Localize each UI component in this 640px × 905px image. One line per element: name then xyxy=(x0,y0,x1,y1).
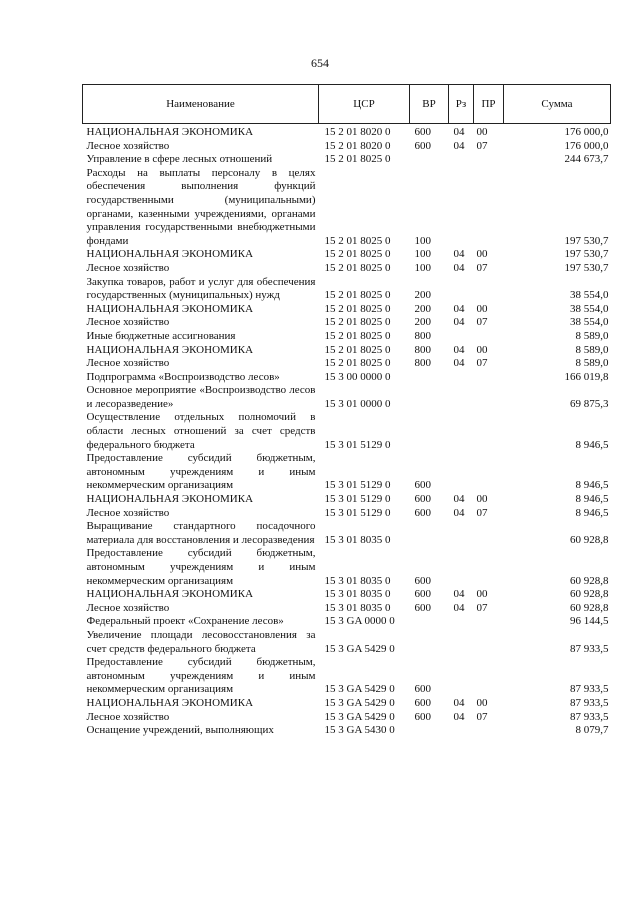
cell-pr: 00 xyxy=(476,126,488,138)
header-rz: Рз xyxy=(449,85,474,124)
table-row xyxy=(83,124,611,140)
cell-vr: 600 xyxy=(414,696,431,709)
cell-rz xyxy=(449,384,474,411)
cell-sum: 166 019,8 xyxy=(564,370,609,383)
cell-pr xyxy=(474,547,504,588)
cell-rz: 04 xyxy=(453,506,465,519)
cell-pr xyxy=(474,615,504,629)
cell-pr: 07 xyxy=(476,710,488,723)
table-row xyxy=(83,711,611,725)
table-row xyxy=(83,411,611,452)
cell-pr: 07 xyxy=(476,506,488,519)
table-row xyxy=(83,153,611,167)
cell-vr: 800 xyxy=(414,329,431,342)
cell-name: Лесное хозяйство xyxy=(86,139,170,152)
table-row xyxy=(83,140,611,154)
cell-sum: 8 589,0 xyxy=(575,343,609,356)
cell-sum: 8 589,0 xyxy=(575,357,609,370)
cell-vr: 600 xyxy=(414,574,431,587)
header-vr: ВР xyxy=(410,85,449,124)
cell-sum: 8 946,5 xyxy=(575,506,609,519)
budget-table xyxy=(82,84,611,738)
cell-rz xyxy=(449,371,474,385)
cell-vr: 800 xyxy=(414,343,431,356)
cell-csr: 15 3 GA 0000 0 xyxy=(324,615,395,628)
cell-pr xyxy=(474,167,504,249)
cell-csr: 15 2 01 8025 0 xyxy=(324,316,391,329)
cell-name: Иные бюджетные ассигнования xyxy=(86,329,236,342)
table-row xyxy=(83,547,611,588)
cell-name: Лесное хозяйство xyxy=(86,506,170,519)
cell-name: Основное мероприятие «Воспроизводство лесов и лесоразведение» xyxy=(86,384,316,410)
cell-csr: 15 3 GA 5430 0 xyxy=(324,724,395,737)
cell-rz xyxy=(449,656,474,697)
cell-pr xyxy=(474,153,504,167)
cell-sum: 176 000,0 xyxy=(564,126,609,138)
cell-name: Закупка товаров, работ и услуг для обеспечения государственных (муниципальных) нужд xyxy=(86,275,316,302)
cell-sum: 197 530,7 xyxy=(564,248,609,261)
cell-name: НАЦИОНАЛЬНАЯ ЭКОНОМИКА xyxy=(86,343,254,356)
cell-sum: 197 530,7 xyxy=(564,261,609,274)
cell-sum: 60 928,8 xyxy=(570,588,609,601)
cell-name: Выращивание стандартного посадочного материала для восстановления и лесоразведения xyxy=(86,520,316,546)
cell-rz: 04 xyxy=(453,588,465,601)
cell-csr: 15 3 GA 5429 0 xyxy=(324,696,395,709)
cell-name: НАЦИОНАЛЬНАЯ ЭКОНОМИКА xyxy=(86,126,254,138)
cell-name: НАЦИОНАЛЬНАЯ ЭКОНОМИКА xyxy=(86,302,254,315)
cell-sum: 38 554,0 xyxy=(570,289,609,302)
cell-sum: 8 589,0 xyxy=(575,329,609,342)
cell-name: Подпрограмма «Воспроизводство лесов» xyxy=(86,370,280,383)
cell-vr xyxy=(410,724,449,738)
cell-pr: 07 xyxy=(476,357,488,370)
cell-rz xyxy=(449,724,474,738)
cell-sum: 8 946,5 xyxy=(575,493,609,506)
table-row xyxy=(83,656,611,697)
cell-pr: 00 xyxy=(476,696,488,709)
cell-csr: 15 3 01 5129 0 xyxy=(324,493,391,506)
cell-rz: 04 xyxy=(453,302,465,315)
cell-name: Предоставление субсидий бюджетным, автономным учреждениям и иным некоммерческим организациям xyxy=(86,547,316,587)
cell-rz xyxy=(449,629,474,656)
cell-vr: 600 xyxy=(414,139,431,152)
cell-pr: 00 xyxy=(476,343,488,356)
cell-name: НАЦИОНАЛЬНАЯ ЭКОНОМИКА xyxy=(86,696,254,709)
table-body xyxy=(83,124,611,738)
cell-csr: 15 2 01 8025 0 xyxy=(324,302,391,315)
cell-name: Лесное хозяйство xyxy=(86,601,170,614)
cell-vr: 600 xyxy=(414,588,431,601)
table-row xyxy=(83,507,611,521)
cell-pr xyxy=(474,629,504,656)
table-row xyxy=(83,615,611,629)
cell-rz: 04 xyxy=(453,126,465,138)
cell-vr xyxy=(410,384,449,411)
table-row xyxy=(83,452,611,493)
cell-csr: 15 3 01 5129 0 xyxy=(324,506,391,519)
cell-vr: 200 xyxy=(414,302,431,315)
cell-vr: 100 xyxy=(414,234,431,247)
cell-pr: 00 xyxy=(476,588,488,601)
cell-rz: 04 xyxy=(453,601,465,614)
cell-name: Увеличение площади лесовосстановления за счет средств федерального бюджета xyxy=(86,628,316,655)
cell-rz: 04 xyxy=(453,261,465,274)
cell-rz: 04 xyxy=(453,696,465,709)
cell-vr: 600 xyxy=(414,126,431,138)
cell-csr: 15 3 GA 5429 0 xyxy=(324,710,395,723)
table-row xyxy=(83,262,611,276)
cell-sum: 60 928,8 xyxy=(570,533,609,546)
cell-rz xyxy=(449,452,474,493)
table-row xyxy=(83,276,611,303)
cell-sum: 69 875,3 xyxy=(570,397,609,410)
cell-name: Предоставление субсидий бюджетным, автономным учреждениям и иным некоммерческим организациям xyxy=(86,452,316,492)
table-row xyxy=(83,493,611,507)
cell-vr xyxy=(410,371,449,385)
table-row xyxy=(83,520,611,547)
table-row xyxy=(83,303,611,317)
cell-vr xyxy=(410,411,449,452)
cell-sum: 8 079,7 xyxy=(575,724,609,737)
cell-sum: 244 673,7 xyxy=(564,153,609,166)
cell-rz xyxy=(449,547,474,588)
cell-csr: 15 2 01 8025 0 xyxy=(324,329,391,342)
cell-pr: 00 xyxy=(476,248,488,261)
cell-name: Лесное хозяйство xyxy=(86,710,170,723)
cell-rz xyxy=(449,615,474,629)
cell-name: НАЦИОНАЛЬНАЯ ЭКОНОМИКА xyxy=(86,588,254,601)
cell-csr: 15 3 01 8035 0 xyxy=(324,588,391,601)
cell-rz xyxy=(449,276,474,303)
cell-name: Расходы на выплаты персоналу в целях обеспечения выполнения функций государственными (муниципальными) органами, казенными учреждениями, органами управления государственными внебюджетными фондами xyxy=(86,166,316,247)
cell-csr: 15 3 01 5129 0 xyxy=(324,479,391,492)
cell-pr: 07 xyxy=(476,261,488,274)
table-row xyxy=(83,344,611,358)
table-row xyxy=(83,167,611,249)
header-pr: ПР xyxy=(474,85,504,124)
cell-pr xyxy=(474,520,504,547)
cell-vr: 600 xyxy=(414,506,431,519)
page-number: 654 xyxy=(311,56,329,70)
cell-pr: 07 xyxy=(476,601,488,614)
cell-rz: 04 xyxy=(453,710,465,723)
cell-name: Лесное хозяйство xyxy=(86,357,170,370)
cell-sum: 176 000,0 xyxy=(564,139,609,152)
table-row xyxy=(83,588,611,602)
cell-csr: 15 2 01 8020 0 xyxy=(324,126,391,138)
cell-pr: 00 xyxy=(476,493,488,506)
cell-csr: 15 3 GA 5429 0 xyxy=(324,683,395,696)
cell-name: Лесное хозяйство xyxy=(86,261,170,274)
cell-sum: 8 946,5 xyxy=(575,438,609,451)
cell-sum: 87 933,5 xyxy=(570,710,609,723)
cell-rz: 04 xyxy=(453,248,465,261)
cell-vr xyxy=(410,615,449,629)
cell-rz xyxy=(449,411,474,452)
cell-name: Предоставление субсидий бюджетным, автономным учреждениям и иным некоммерческим организациям xyxy=(86,656,316,696)
cell-csr: 15 3 01 8035 0 xyxy=(324,601,391,614)
cell-sum: 87 933,5 xyxy=(570,683,609,696)
cell-sum: 87 933,5 xyxy=(570,696,609,709)
cell-pr: 07 xyxy=(476,139,488,152)
cell-csr: 15 2 01 8025 0 xyxy=(324,261,391,274)
table-row xyxy=(83,602,611,616)
table-row xyxy=(83,697,611,711)
cell-csr: 15 3 GA 5429 0 xyxy=(324,642,395,655)
cell-rz: 04 xyxy=(453,493,465,506)
cell-rz xyxy=(449,520,474,547)
cell-csr: 15 3 00 0000 0 xyxy=(324,370,391,383)
table-row xyxy=(83,724,611,738)
header-sum: Сумма xyxy=(504,85,611,124)
cell-name: Лесное хозяйство xyxy=(86,316,170,329)
cell-sum: 38 554,0 xyxy=(570,302,609,315)
cell-vr: 800 xyxy=(414,357,431,370)
header-name: Наименование xyxy=(83,85,319,124)
cell-sum: 38 554,0 xyxy=(570,316,609,329)
cell-rz xyxy=(449,330,474,344)
cell-pr xyxy=(474,371,504,385)
cell-vr: 600 xyxy=(414,710,431,723)
cell-vr: 100 xyxy=(414,261,431,274)
table-row xyxy=(83,316,611,330)
header-csr: ЦСР xyxy=(319,85,410,124)
cell-name: Оснащение учреждений, выполняющих xyxy=(86,724,274,737)
table-row xyxy=(83,384,611,411)
cell-vr xyxy=(410,153,449,167)
cell-pr: 00 xyxy=(476,302,488,315)
table-row xyxy=(83,330,611,344)
cell-vr xyxy=(410,520,449,547)
cell-pr: 07 xyxy=(476,316,488,329)
cell-rz xyxy=(449,167,474,249)
cell-rz: 04 xyxy=(453,343,465,356)
cell-pr xyxy=(474,276,504,303)
cell-rz: 04 xyxy=(453,139,465,152)
cell-pr xyxy=(474,330,504,344)
cell-pr xyxy=(474,384,504,411)
table-row xyxy=(83,248,611,262)
cell-csr: 15 2 01 8020 0 xyxy=(324,139,391,152)
cell-name: НАЦИОНАЛЬНАЯ ЭКОНОМИКА xyxy=(86,493,254,506)
table-header xyxy=(83,85,611,124)
cell-pr xyxy=(474,656,504,697)
cell-name: Управление в сфере лесных отношений xyxy=(86,153,273,166)
cell-name: Федеральный проект «Сохранение лесов» xyxy=(86,615,284,628)
table-row xyxy=(83,629,611,656)
cell-csr: 15 3 01 0000 0 xyxy=(324,397,391,410)
cell-rz: 04 xyxy=(453,357,465,370)
cell-pr xyxy=(474,452,504,493)
table-row xyxy=(83,357,611,371)
cell-vr xyxy=(410,629,449,656)
cell-vr: 600 xyxy=(414,683,431,696)
cell-csr: 15 2 01 8025 0 xyxy=(324,153,391,166)
cell-sum: 60 928,8 xyxy=(570,601,609,614)
cell-csr: 15 2 01 8025 0 xyxy=(324,357,391,370)
cell-vr: 600 xyxy=(414,493,431,506)
cell-pr xyxy=(474,724,504,738)
cell-vr: 200 xyxy=(414,316,431,329)
cell-csr: 15 2 01 8025 0 xyxy=(324,234,391,247)
cell-sum: 96 144,5 xyxy=(570,615,609,628)
cell-rz xyxy=(449,153,474,167)
cell-csr: 15 3 01 8035 0 xyxy=(324,574,391,587)
cell-vr: 100 xyxy=(414,248,431,261)
cell-pr xyxy=(474,411,504,452)
cell-sum: 60 928,8 xyxy=(570,574,609,587)
cell-name: Осуществление отдельных полномочий в области лесных отношений за счет средств федерального бюджета xyxy=(86,411,316,451)
cell-vr: 600 xyxy=(414,479,431,492)
cell-rz: 04 xyxy=(453,316,465,329)
cell-csr: 15 2 01 8025 0 xyxy=(324,248,391,261)
table-row xyxy=(83,371,611,385)
cell-vr: 200 xyxy=(414,289,431,302)
cell-csr: 15 2 01 8025 0 xyxy=(324,343,391,356)
cell-sum: 87 933,5 xyxy=(570,642,609,655)
cell-csr: 15 2 01 8025 0 xyxy=(324,289,391,302)
cell-csr: 15 3 01 5129 0 xyxy=(324,438,391,451)
cell-csr: 15 3 01 8035 0 xyxy=(324,533,391,546)
cell-sum: 197 530,7 xyxy=(564,234,609,247)
cell-sum: 8 946,5 xyxy=(575,479,609,492)
cell-vr: 600 xyxy=(414,601,431,614)
cell-name: НАЦИОНАЛЬНАЯ ЭКОНОМИКА xyxy=(86,248,254,261)
